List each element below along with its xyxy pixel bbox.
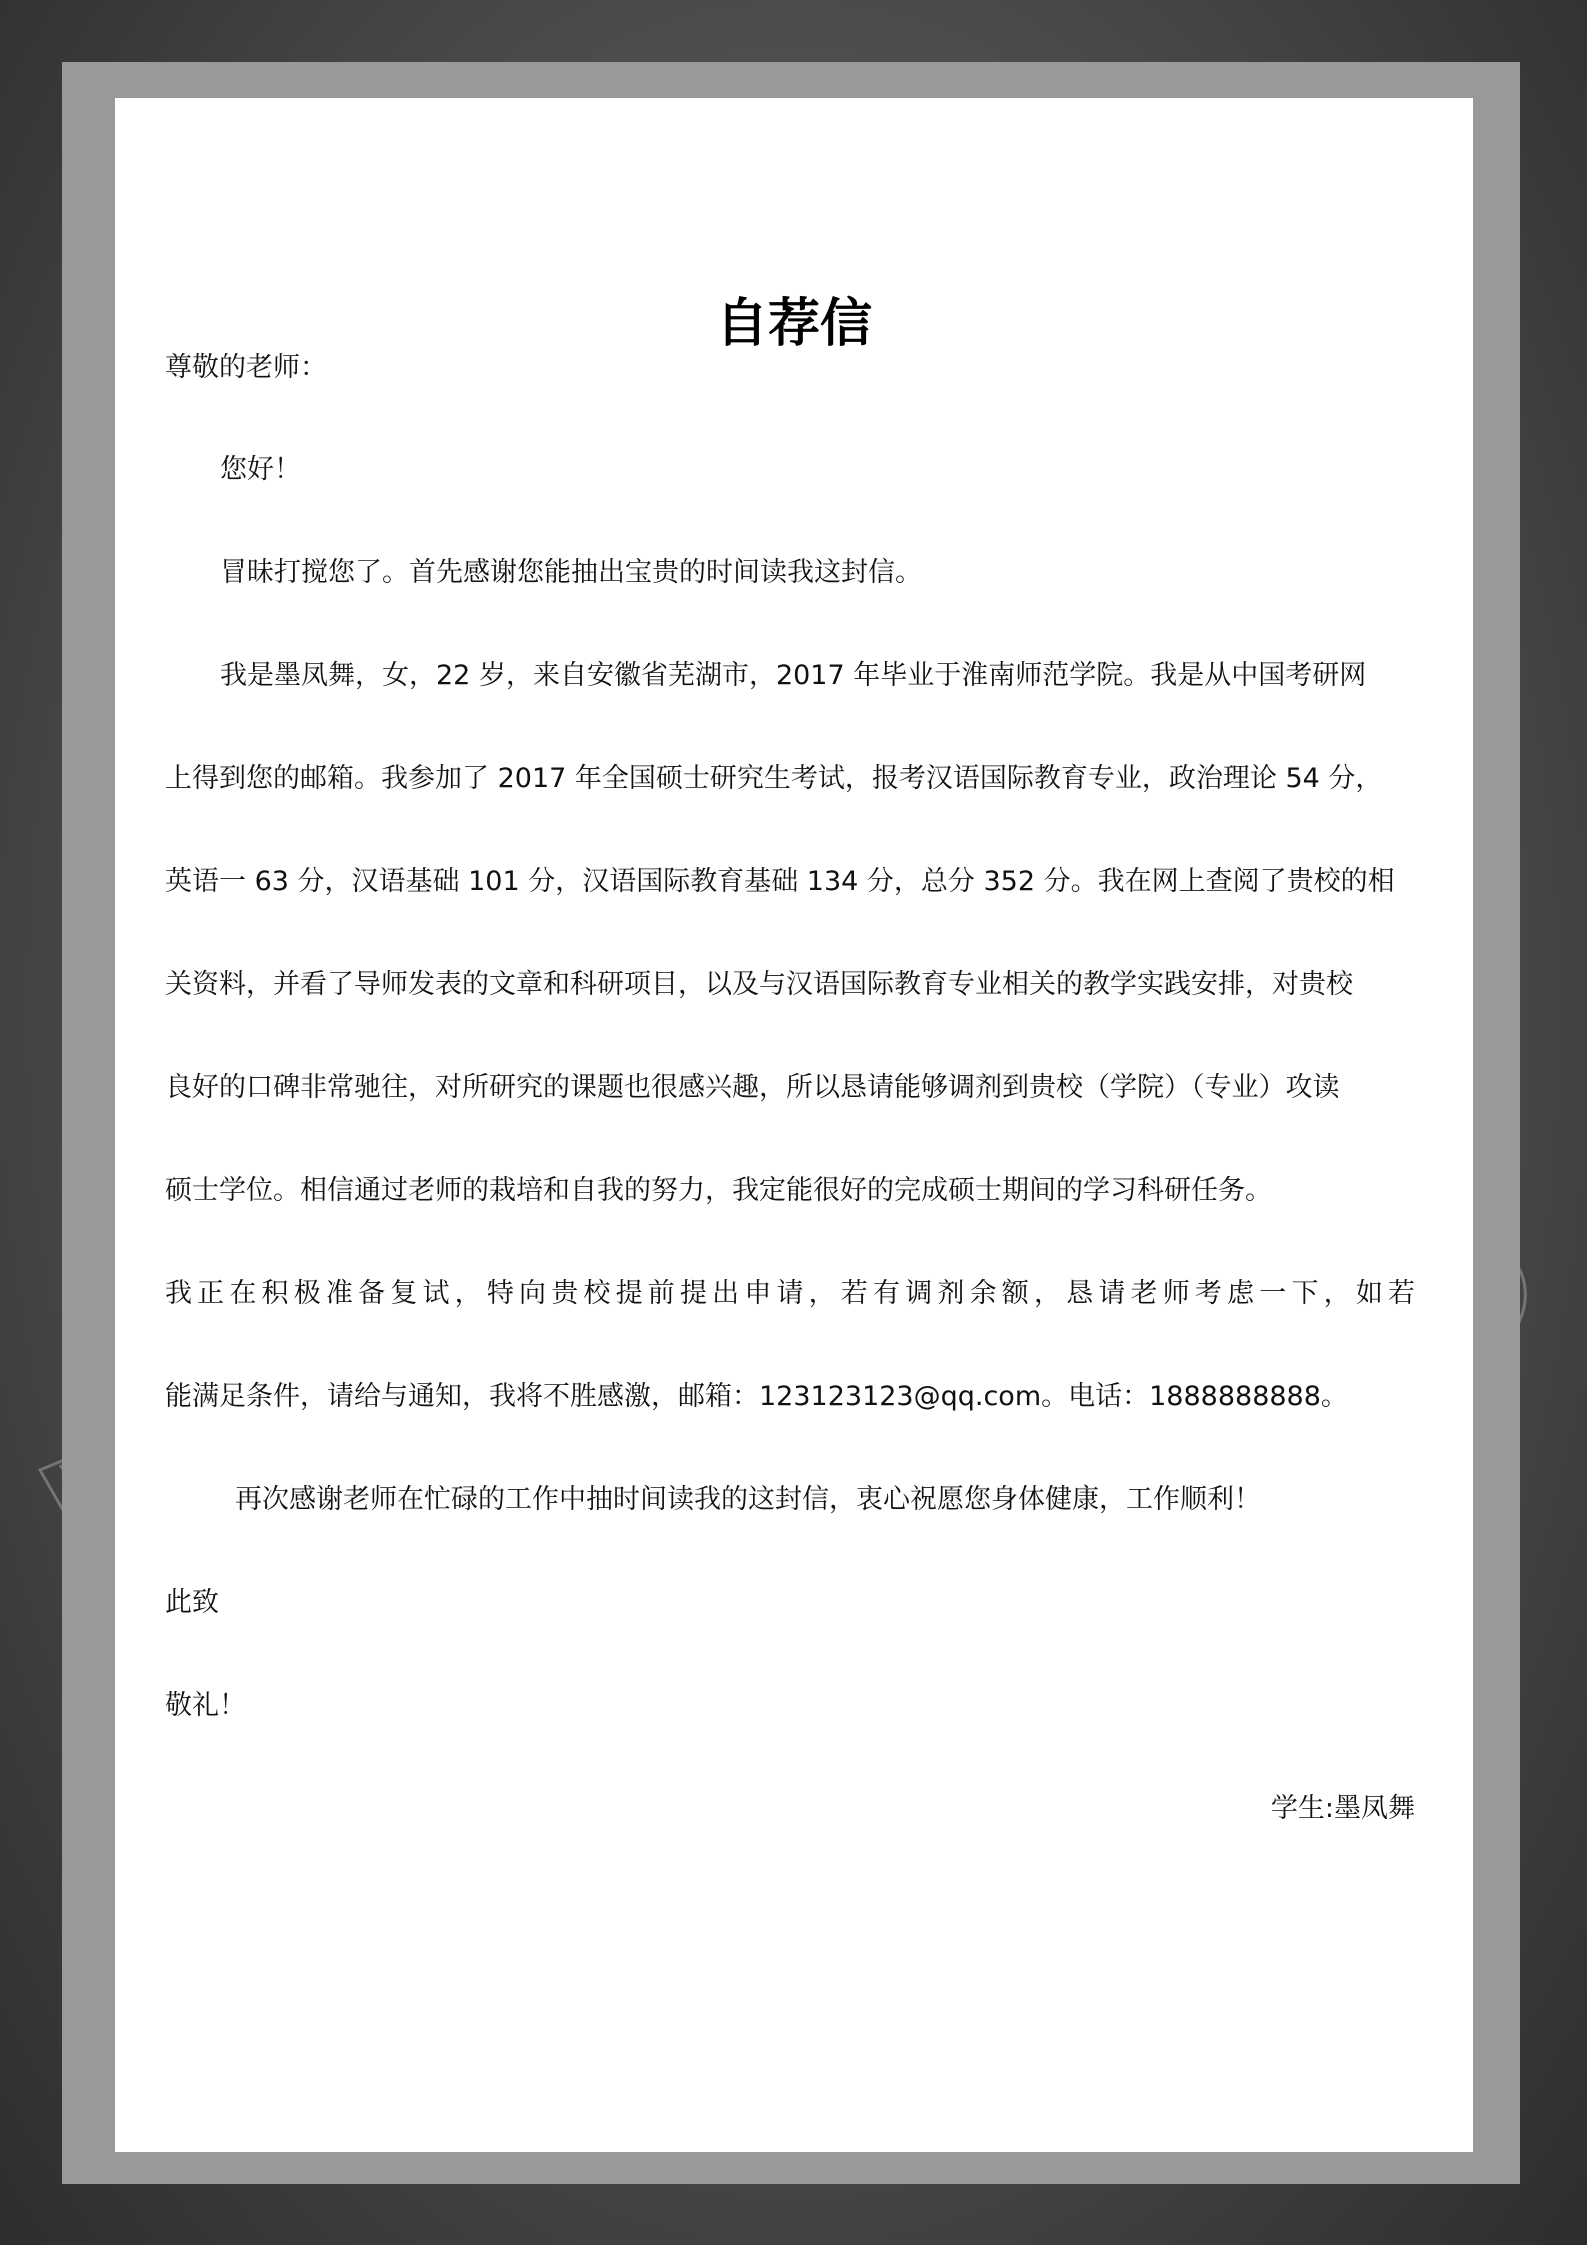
request-line: 我正在积极准备复试，特向贵校提前提出申请，若有调剂余额，恳请老师考虑一下，如若 [165, 1278, 1415, 1309]
body-line: 硕士学位。相信通过老师的栽培和自我的努力，我定能很好的完成硕士期间的学习科研任务。 [165, 1175, 1272, 1206]
greeting: 您好！ [220, 454, 301, 485]
signature: 学生:墨凤舞 [1270, 1793, 1415, 1824]
closing-line-1: 此致 [165, 1587, 219, 1618]
body-line: 良好的口碑非常驰往，对所研究的课题也很感兴趣，所以恳请能够调剂到贵校（学院）（专业）攻读 [165, 1072, 1340, 1103]
closing-line-2: 敬礼！ [165, 1690, 246, 1721]
letter-page [115, 98, 1473, 2152]
letter-title: 自荐信 [715, 294, 872, 354]
body-line: 上得到您的邮箱。我参加了 2017 年全国硕士研究生考试，报考汉语国际教育专业，政治理论 54 分， [165, 763, 1383, 794]
salutation: 尊敬的老师： [165, 352, 327, 383]
request-line: 能满足条件，请给与通知，我将不胜感激，邮箱：123123123@qq.com。电话：1888888888。 [165, 1381, 1348, 1412]
thanks-paragraph: 再次感谢老师在忙碌的工作中抽时间读我的这封信，衷心祝愿您身体健康，工作顺利！ [235, 1484, 1261, 1515]
body-line: 关资料，并看了导师发表的文章和科研项目，以及与汉语国际教育专业相关的教学实践安排，对贵校 [165, 969, 1353, 1000]
body-line: 英语一 63 分，汉语基础 101 分，汉语国际教育基础 134 分，总分 352 分。我在网上查阅了贵校的相 [165, 866, 1395, 897]
body-line: 我是墨凤舞，女，22 岁，来自安徽省芜湖市，2017 年毕业于淮南师范学院。我是从中国考研网 [220, 660, 1367, 691]
intro-paragraph: 冒昧打搅您了。首先感谢您能抽出宝贵的时间读我这封信。 [220, 557, 922, 588]
